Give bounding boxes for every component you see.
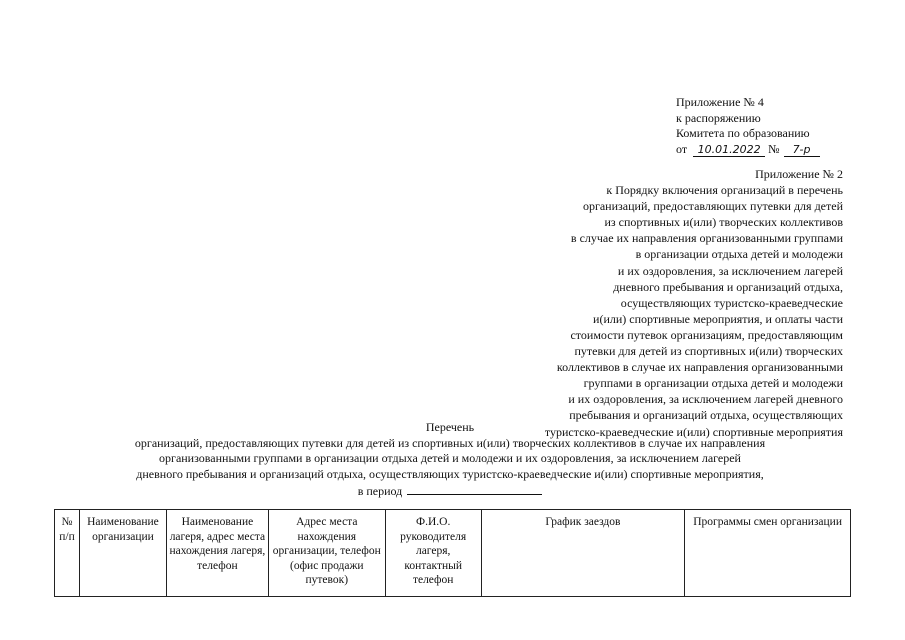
period-blank-field bbox=[407, 483, 542, 495]
annex-2-line: Приложение № 2 bbox=[755, 167, 843, 181]
annex-4-line: Комитета по образованию bbox=[676, 126, 810, 140]
annex-2-line: группами в организации отдыха детей и молодежи bbox=[583, 376, 843, 391]
annex-4-line: Приложение № 4 bbox=[676, 95, 764, 109]
period-line bbox=[100, 483, 800, 500]
annex-2-line: осуществляющих туристско-краеведческие bbox=[620, 295, 843, 310]
header-cell-programs: Программы смен организации bbox=[685, 510, 851, 597]
header-cell-organization: Наименование организации bbox=[79, 510, 166, 597]
title-heading: Перечень bbox=[425, 420, 475, 434]
annex-2-line: к Порядку включения организаций в перечень bbox=[606, 183, 843, 198]
annex-2-block bbox=[503, 166, 843, 440]
annex-2-line: и их оздоровления, за исключением лагерей дневного bbox=[568, 392, 843, 407]
header-cell-director: Ф.И.О. руководителя лагеря, контактный телефон bbox=[385, 510, 481, 597]
handwritten-date: 10.01.2022 bbox=[693, 144, 765, 157]
header-cell-address: Адрес места нахождения организации, телефон (офис продажи путевок) bbox=[268, 510, 385, 597]
document-title bbox=[100, 420, 800, 500]
annex-2-line: дневного пребывания и организаций отдыха, bbox=[613, 279, 843, 294]
handwritten-number: 7-р bbox=[784, 144, 820, 157]
annex-2-line: и(или) спортивные мероприятия, и оплаты части bbox=[593, 311, 843, 326]
annex-2-line: путевки для детей из спортивных и(или) творческих bbox=[574, 344, 843, 359]
number-sign: № bbox=[768, 141, 780, 156]
header-cell-number: № п/п bbox=[55, 510, 80, 597]
camps-table bbox=[54, 509, 851, 597]
annex-4-line: к распоряжению bbox=[676, 110, 761, 125]
annex-2-line: стоимости путевок организациям, предоставляющим bbox=[570, 327, 843, 342]
annex-2-line: и их оздоровления, за исключением лагерей bbox=[617, 263, 843, 278]
period-label: в период bbox=[357, 483, 403, 498]
annex-2-line: из спортивных и(или) творческих коллективов bbox=[604, 215, 843, 230]
annex-2-line: пребывания и организаций отдыха, осуществляющих bbox=[569, 408, 843, 423]
date-prefix: от bbox=[676, 141, 688, 156]
annex-2-line: в случае их направления организованными группами bbox=[570, 231, 843, 246]
title-line: дневного пребывания и организаций отдыха, осуществляющих туристско-краеведческие и(или) спортивные мероприятия, bbox=[136, 467, 764, 482]
annex-2-line: в организации отдыха детей и молодежи bbox=[635, 247, 843, 262]
annex-4-date-line bbox=[676, 142, 820, 158]
annex-4-block bbox=[676, 95, 820, 157]
header-cell-schedule: График заездов bbox=[481, 510, 685, 597]
annex-2-line: туристско-краеведческие и(или) спортивные мероприятия bbox=[544, 424, 843, 439]
table-header-row bbox=[55, 510, 851, 597]
annex-2-line: организаций, предоставляющих путевки для детей bbox=[582, 199, 843, 214]
header-cell-camp: Наименование лагеря, адрес места нахождения лагеря, телефон bbox=[166, 510, 268, 597]
title-line: организованными группами в организации отдыха детей и молодежи и их оздоровления, за исключением лагерей bbox=[159, 451, 741, 466]
annex-2-line: коллективов в случае их направления организованными bbox=[556, 360, 843, 375]
title-line: организаций, предоставляющих путевки для детей из спортивных и(или) творческих коллективов в случае их направления bbox=[134, 435, 766, 450]
